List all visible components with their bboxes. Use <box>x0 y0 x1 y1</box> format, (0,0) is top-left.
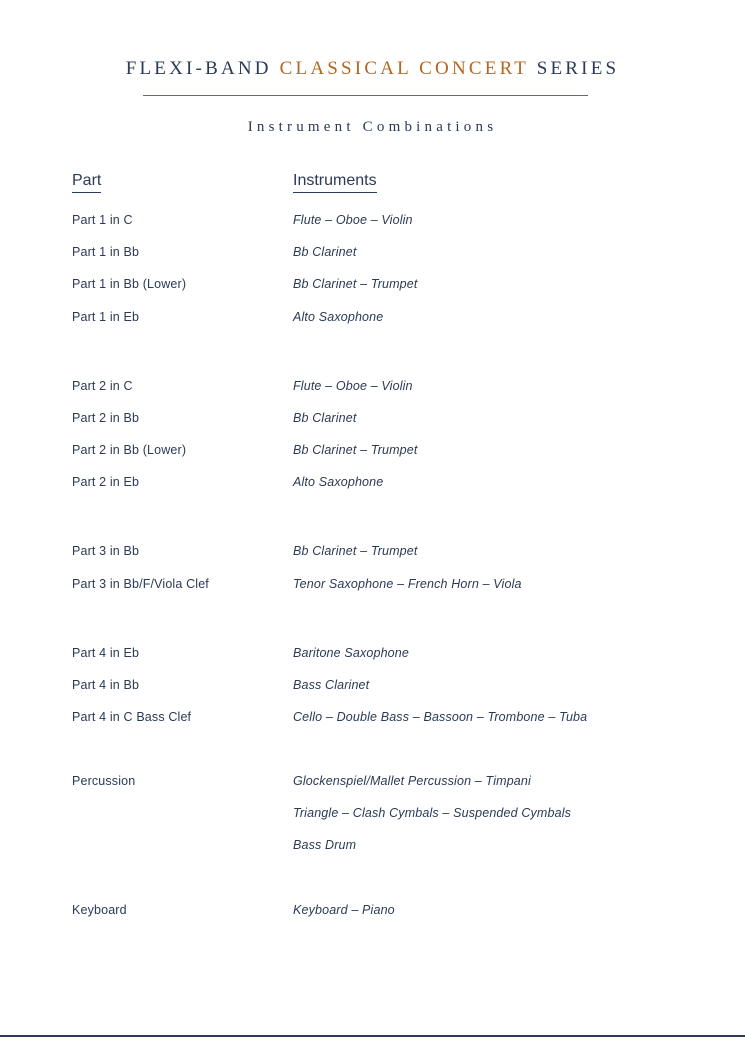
part-cell: Part 1 in Eb <box>72 310 140 324</box>
table-row <box>0 678 745 694</box>
table-row <box>0 838 745 854</box>
title-prefix: FLEXI-BAND <box>125 58 280 79</box>
instruments-cell: Flute – Oboe – Violin <box>293 379 413 393</box>
part-cell: Part 3 in Bb/F/Viola Clef <box>72 577 209 591</box>
instruments-cell: Bass Drum <box>293 838 357 852</box>
instruments-cell: Cello – Double Bass – Bassoon – Trombone – Tuba <box>293 710 588 724</box>
part-cell: Part 4 in Bb <box>72 678 140 692</box>
title-divider <box>143 95 588 96</box>
table-row <box>0 213 745 229</box>
table-row <box>0 277 745 293</box>
instruments-cell: Alto Saxophone <box>293 475 384 489</box>
instruments-cell: Bb Clarinet – Trumpet <box>293 544 418 558</box>
instruments-cell: Triangle – Clash Cymbals – Suspended Cymbals <box>293 806 572 820</box>
instruments-cell: Bb Clarinet – Trumpet <box>293 443 418 457</box>
table-row <box>0 475 745 491</box>
instruments-cell: Flute – Oboe – Violin <box>293 213 413 227</box>
page-subtitle: Instrument Combinations <box>247 119 498 135</box>
table-row <box>0 310 745 326</box>
instruments-cell: Tenor Saxophone – French Horn – Viola <box>293 577 522 591</box>
part-cell: Part 3 in Bb <box>72 544 140 558</box>
instruments-cell: Alto Saxophone <box>293 310 384 324</box>
page-title <box>0 58 745 80</box>
part-cell: Part 1 in Bb <box>72 245 140 259</box>
part-cell: Part 2 in Eb <box>72 475 140 489</box>
instruments-cell: Bass Clarinet <box>293 678 370 692</box>
part-cell: Part 1 in Bb (Lower) <box>72 277 187 291</box>
title-suffix: SERIES <box>528 58 620 79</box>
table-row <box>0 806 745 822</box>
table-row <box>0 646 745 662</box>
table-row <box>0 577 745 593</box>
part-cell: Part 2 in Bb <box>72 411 140 425</box>
table-row <box>0 544 745 560</box>
column-header-part: Part <box>72 172 101 193</box>
instruments-cell: Bb Clarinet <box>293 411 357 425</box>
footer-divider <box>0 1035 745 1037</box>
table-row <box>0 443 745 459</box>
table-row <box>0 774 745 790</box>
part-cell: Part 4 in C Bass Clef <box>72 710 192 724</box>
instruments-cell: Baritone Saxophone <box>293 646 409 660</box>
part-cell: Keyboard <box>72 903 127 917</box>
part-cell: Part 4 in Eb <box>72 646 140 660</box>
title-accent: CLASSICAL CONCERT <box>279 58 529 79</box>
instruments-cell: Glockenspiel/Mallet Percussion – Timpani <box>293 774 531 788</box>
table-row <box>0 379 745 395</box>
part-cell: Part 2 in C <box>72 379 133 393</box>
table-row <box>0 245 745 261</box>
part-cell: Percussion <box>72 774 136 788</box>
table-row <box>0 710 745 726</box>
table-row <box>0 411 745 427</box>
table-row <box>0 903 745 919</box>
part-cell: Part 1 in C <box>72 213 133 227</box>
instruments-cell: Bb Clarinet <box>293 245 357 259</box>
instruments-cell: Keyboard – Piano <box>293 903 395 917</box>
instruments-cell: Bb Clarinet – Trumpet <box>293 277 418 291</box>
part-cell: Part 2 in Bb (Lower) <box>72 443 187 457</box>
column-header-instruments: Instruments <box>293 172 377 193</box>
